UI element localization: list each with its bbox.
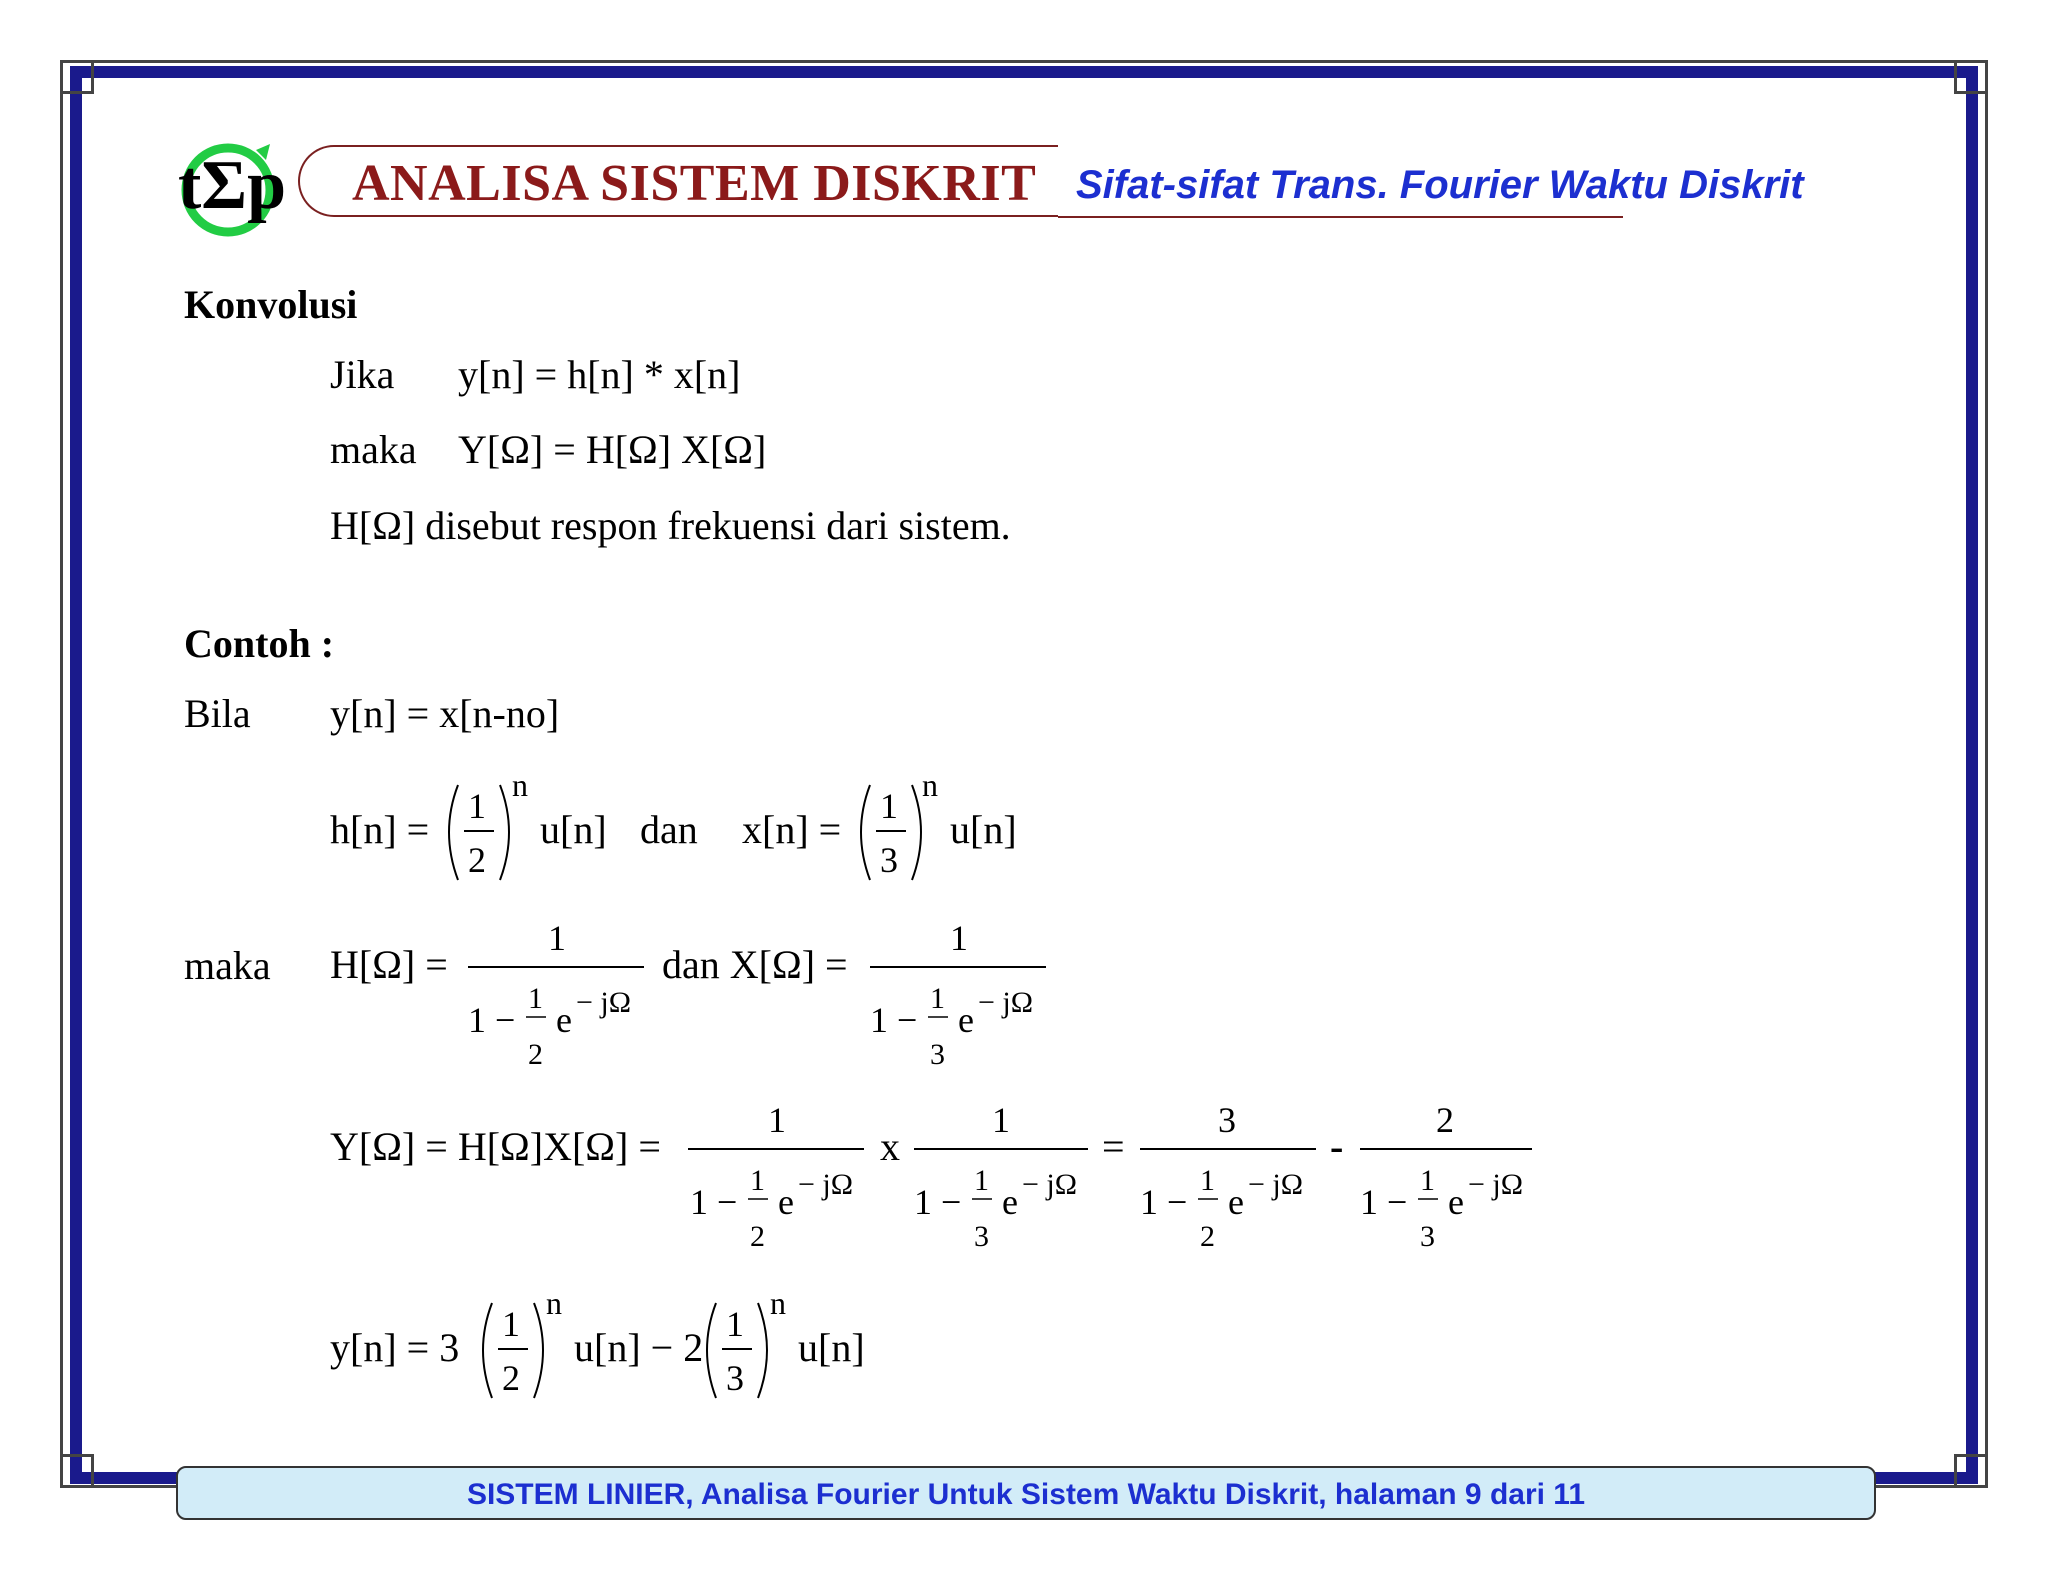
svg-text:− jΩ: − jΩ xyxy=(1022,1168,1078,1201)
svg-text:1: 1 xyxy=(750,1164,765,1197)
svg-text:1: 1 xyxy=(930,982,945,1015)
svg-text:2: 2 xyxy=(750,1220,765,1253)
svg-text:3: 3 xyxy=(880,840,898,880)
svg-text:− jΩ: − jΩ xyxy=(1468,1168,1524,1201)
svg-text:1 −: 1 − xyxy=(1140,1182,1188,1222)
label-bila: Bila xyxy=(184,691,251,736)
svg-text:1: 1 xyxy=(768,1100,786,1140)
svg-text:− jΩ: − jΩ xyxy=(798,1168,854,1201)
page-title: ANALISA SISTEM DISKRIT xyxy=(352,155,1037,212)
svg-text:2: 2 xyxy=(528,1038,543,1071)
svg-text:e: e xyxy=(1002,1182,1018,1222)
svg-text:3: 3 xyxy=(974,1220,989,1253)
svg-text:e: e xyxy=(556,1000,572,1040)
svg-text:u[n]: u[n] xyxy=(950,807,1017,852)
svg-text:y[n] = 3: y[n] = 3 xyxy=(330,1325,460,1370)
svg-text:1: 1 xyxy=(992,1100,1010,1140)
svg-text:1: 1 xyxy=(950,918,968,958)
footer-text: SISTEM LINIER, Analisa Fourier Untuk Sistem Waktu Diskrit, halaman 9 dari 11 xyxy=(466,1478,1586,1511)
svg-text:1 −: 1 − xyxy=(1360,1182,1408,1222)
svg-text:H[Ω] =: H[Ω] = xyxy=(330,942,448,987)
svg-text:− jΩ: − jΩ xyxy=(576,986,632,1019)
svg-text:e: e xyxy=(1228,1182,1244,1222)
svg-text:Y[Ω] = H[Ω]X[Ω] =: Y[Ω] = H[Ω]X[Ω] = xyxy=(330,1124,661,1169)
label-jika: Jika xyxy=(330,352,395,397)
svg-text:n: n xyxy=(546,1285,562,1321)
note-frequency-response: H[Ω] disebut respon frekuensi dari sistem. xyxy=(330,503,1011,548)
svg-text:1 −: 1 − xyxy=(468,1000,516,1040)
svg-text:e: e xyxy=(1448,1182,1464,1222)
svg-text:x: x xyxy=(880,1124,900,1169)
svg-text:u[n]: u[n] xyxy=(540,807,607,852)
svg-text:3: 3 xyxy=(1420,1220,1435,1253)
svg-text:1 −: 1 − xyxy=(914,1182,962,1222)
svg-text:1: 1 xyxy=(468,786,486,826)
svg-text:dan X[Ω] =: dan X[Ω] = xyxy=(662,942,848,987)
eq-convolution: y[n] = h[n] * x[n] xyxy=(458,352,741,397)
svg-text:1: 1 xyxy=(880,786,898,826)
eq-Y xyxy=(330,1100,1532,1253)
svg-text:n: n xyxy=(512,767,528,803)
svg-text:e: e xyxy=(958,1000,974,1040)
svg-text:u[n]: u[n] xyxy=(798,1325,865,1370)
svg-text:1: 1 xyxy=(974,1164,989,1197)
eq-H-X xyxy=(330,918,1046,1071)
svg-text:e: e xyxy=(778,1182,794,1222)
label-maka-2: maka xyxy=(184,943,271,988)
svg-text:3: 3 xyxy=(930,1038,945,1071)
svg-text:2: 2 xyxy=(1436,1100,1454,1140)
eq-hn-xn xyxy=(330,767,1017,880)
svg-text:n: n xyxy=(770,1285,786,1321)
svg-text:h[n] =: h[n] = xyxy=(330,807,430,852)
eq-yn-result xyxy=(330,1285,865,1398)
svg-text:dan: dan xyxy=(640,807,698,852)
eq-delay: y[n] = x[n-no] xyxy=(330,691,560,736)
svg-text:− jΩ: − jΩ xyxy=(1248,1168,1304,1201)
svg-text:1: 1 xyxy=(528,982,543,1015)
svg-text:2: 2 xyxy=(1200,1220,1215,1253)
svg-text:2: 2 xyxy=(502,1358,520,1398)
svg-text:=: = xyxy=(1102,1124,1125,1169)
page-subtitle: Sifat-sifat Trans. Fourier Waktu Diskrit xyxy=(1076,163,1804,207)
svg-text:1 −: 1 − xyxy=(690,1182,738,1222)
eq-product: Y[Ω] = H[Ω] X[Ω] xyxy=(458,427,767,472)
svg-text:2: 2 xyxy=(468,840,486,880)
svg-text:− jΩ: − jΩ xyxy=(978,986,1034,1019)
heading-contoh: Contoh : xyxy=(184,621,335,666)
svg-text:3: 3 xyxy=(1218,1100,1236,1140)
svg-text:1: 1 xyxy=(1420,1164,1435,1197)
svg-text:n: n xyxy=(922,767,938,803)
svg-text:u[n] − 2: u[n] − 2 xyxy=(574,1325,704,1370)
svg-text:tΣp: tΣp xyxy=(178,147,287,224)
footer-bar xyxy=(176,1466,1876,1520)
svg-text:1: 1 xyxy=(1200,1164,1215,1197)
svg-text:3: 3 xyxy=(726,1358,744,1398)
svg-text:-: - xyxy=(1330,1124,1344,1169)
label-maka-1: maka xyxy=(330,427,417,472)
svg-text:1: 1 xyxy=(726,1304,744,1344)
svg-text:x[n] =: x[n] = xyxy=(742,807,842,852)
heading-konvolusi: Konvolusi xyxy=(184,282,358,327)
svg-text:1 −: 1 − xyxy=(870,1000,918,1040)
svg-text:1: 1 xyxy=(502,1304,520,1344)
svg-text:1: 1 xyxy=(548,918,566,958)
